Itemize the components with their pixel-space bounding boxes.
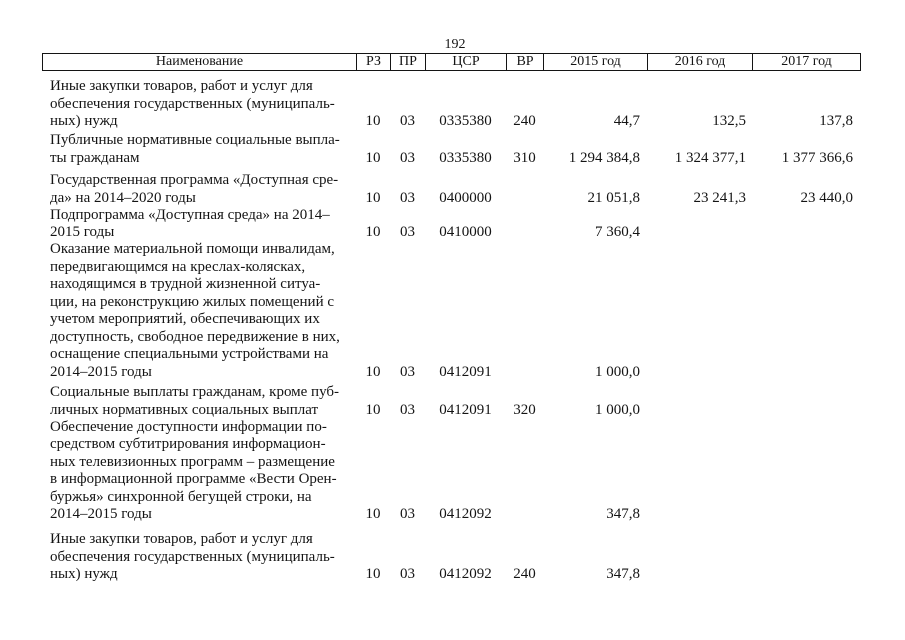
header-2016: 2016 год bbox=[647, 54, 752, 70]
amount-2015-cell: 7 360,4 bbox=[595, 224, 640, 240]
name-line: обеспечения государственных (муниципаль- bbox=[50, 95, 335, 112]
amount-2016-cell: 23 241,3 bbox=[693, 189, 746, 206]
row-name bbox=[50, 241, 356, 381]
name-line: учетом мероприятий, обеспечивающих их bbox=[50, 311, 320, 327]
name-line: ции, на реконструкцию жилых помещений с bbox=[50, 293, 335, 310]
name-line: средством субтитрирования информацион- bbox=[50, 436, 326, 452]
csr-cell: 0412092 bbox=[439, 566, 492, 582]
vr-cell: 310 bbox=[513, 149, 536, 166]
header-name: Наименование bbox=[155, 54, 244, 69]
name-line: 2015 годы bbox=[50, 224, 115, 240]
amount-2015-cell: 347,8 bbox=[606, 506, 640, 522]
table-row bbox=[0, 531, 905, 584]
header-pr: ПР bbox=[390, 54, 425, 70]
pr-cell: 03 bbox=[400, 566, 415, 582]
amount-2015-cell: 1 000,0 bbox=[595, 363, 640, 380]
amount-2015-cell: 1 000,0 bbox=[595, 401, 640, 418]
name-line: 2014–2015 годы bbox=[50, 506, 152, 522]
csr-cell: 0412092 bbox=[439, 506, 492, 522]
name-line: ных) нужд bbox=[50, 113, 118, 129]
name-line: ных телевизионных программ – размещение bbox=[50, 453, 335, 470]
table-row bbox=[0, 78, 905, 131]
rz-cell: 10 bbox=[365, 363, 381, 380]
name-line: ных) нужд bbox=[50, 566, 118, 582]
name-line: Иные закупки товаров, работ и услуг для bbox=[50, 531, 313, 547]
name-line: 2014–2015 годы bbox=[50, 363, 152, 380]
page-number: 192 bbox=[444, 37, 466, 52]
pr-cell: 03 bbox=[400, 224, 415, 240]
row-name bbox=[50, 531, 356, 584]
row-name bbox=[50, 78, 356, 131]
name-line: передвигающимся на креслах-колясках, bbox=[50, 258, 306, 275]
rz-cell: 10 bbox=[365, 566, 381, 582]
name-line: оснащение специальными устройствами на bbox=[50, 346, 329, 362]
row-name bbox=[50, 384, 356, 419]
name-line: ты гражданам bbox=[50, 149, 140, 166]
amount-2015-cell: 44,7 bbox=[613, 113, 640, 129]
amount-2015-cell: 1 294 384,8 bbox=[568, 149, 640, 166]
row-name bbox=[50, 207, 356, 242]
name-line: Иные закупки товаров, работ и услуг для bbox=[50, 78, 313, 94]
rz-cell: 10 bbox=[365, 401, 381, 418]
vr-cell: 320 bbox=[513, 401, 536, 418]
pr-cell: 03 bbox=[400, 506, 415, 522]
pr-cell: 03 bbox=[400, 113, 415, 129]
rz-cell: 10 bbox=[365, 506, 381, 522]
pr-cell: 03 bbox=[400, 189, 415, 206]
row-name bbox=[50, 132, 356, 167]
name-line: буржья» синхронной бегущей строки, на bbox=[50, 488, 312, 505]
header-2015: 2015 год bbox=[543, 54, 647, 70]
csr-cell: 0335380 bbox=[439, 149, 492, 166]
name-line: Оказание материальной помощи инвалидам, bbox=[50, 241, 335, 257]
rz-cell: 10 bbox=[365, 224, 381, 240]
table-row bbox=[0, 241, 905, 381]
vr-cell: 240 bbox=[513, 566, 536, 582]
amount-2017-cell: 137,8 bbox=[819, 113, 853, 129]
vr-cell: 240 bbox=[513, 113, 536, 129]
table-row bbox=[0, 132, 905, 167]
amount-2017-cell: 1 377 366,6 bbox=[781, 149, 853, 166]
csr-cell: 0400000 bbox=[439, 189, 492, 206]
row-name bbox=[50, 419, 356, 524]
amount-2015-cell: 347,8 bbox=[606, 566, 640, 582]
csr-cell: 0412091 bbox=[439, 401, 492, 418]
name-line: в информационной программе «Вести Орен- bbox=[50, 471, 337, 487]
name-line: доступность, свободное передвижение в них, bbox=[50, 328, 340, 345]
name-line: Государственная программа «Доступная сре- bbox=[50, 172, 339, 188]
header-csr: ЦСР bbox=[425, 54, 506, 70]
rz-cell: 10 bbox=[365, 149, 381, 166]
csr-cell: 0335380 bbox=[439, 113, 492, 129]
csr-cell: 0412091 bbox=[439, 363, 492, 380]
name-line: да» на 2014–2020 годы bbox=[50, 189, 196, 206]
table-row bbox=[0, 207, 905, 242]
rz-cell: 10 bbox=[365, 189, 381, 206]
pr-cell: 03 bbox=[400, 401, 415, 418]
name-line: личных нормативных социальных выплат bbox=[50, 401, 319, 418]
name-line: Подпрограмма «Доступная среда» на 2014– bbox=[50, 206, 330, 223]
name-line: Публичные нормативные социальные выпла- bbox=[50, 132, 340, 148]
header-2017: 2017 год bbox=[752, 54, 860, 70]
csr-cell: 0410000 bbox=[439, 224, 492, 240]
table-row bbox=[0, 419, 905, 524]
row-name bbox=[50, 172, 356, 207]
name-line: Социальные выплаты гражданам, кроме пуб- bbox=[50, 384, 340, 400]
header-vr: ВР bbox=[506, 54, 543, 70]
header-rz: РЗ bbox=[356, 54, 390, 70]
rz-cell: 10 bbox=[365, 113, 381, 129]
amount-2015-cell: 21 051,8 bbox=[587, 189, 640, 206]
pr-cell: 03 bbox=[400, 363, 415, 380]
amount-2016-cell: 1 324 377,1 bbox=[674, 149, 746, 166]
table-row bbox=[0, 384, 905, 419]
name-line: обеспечения государственных (муниципаль- bbox=[50, 548, 335, 565]
name-line: Обеспечение доступности информации по- bbox=[50, 418, 327, 435]
table-row bbox=[0, 172, 905, 207]
amount-2017-cell: 23 440,0 bbox=[800, 189, 853, 206]
name-line: находящимся в трудной жизненной ситуа- bbox=[50, 276, 321, 292]
amount-2016-cell: 132,5 bbox=[712, 113, 746, 129]
pr-cell: 03 bbox=[400, 149, 415, 166]
